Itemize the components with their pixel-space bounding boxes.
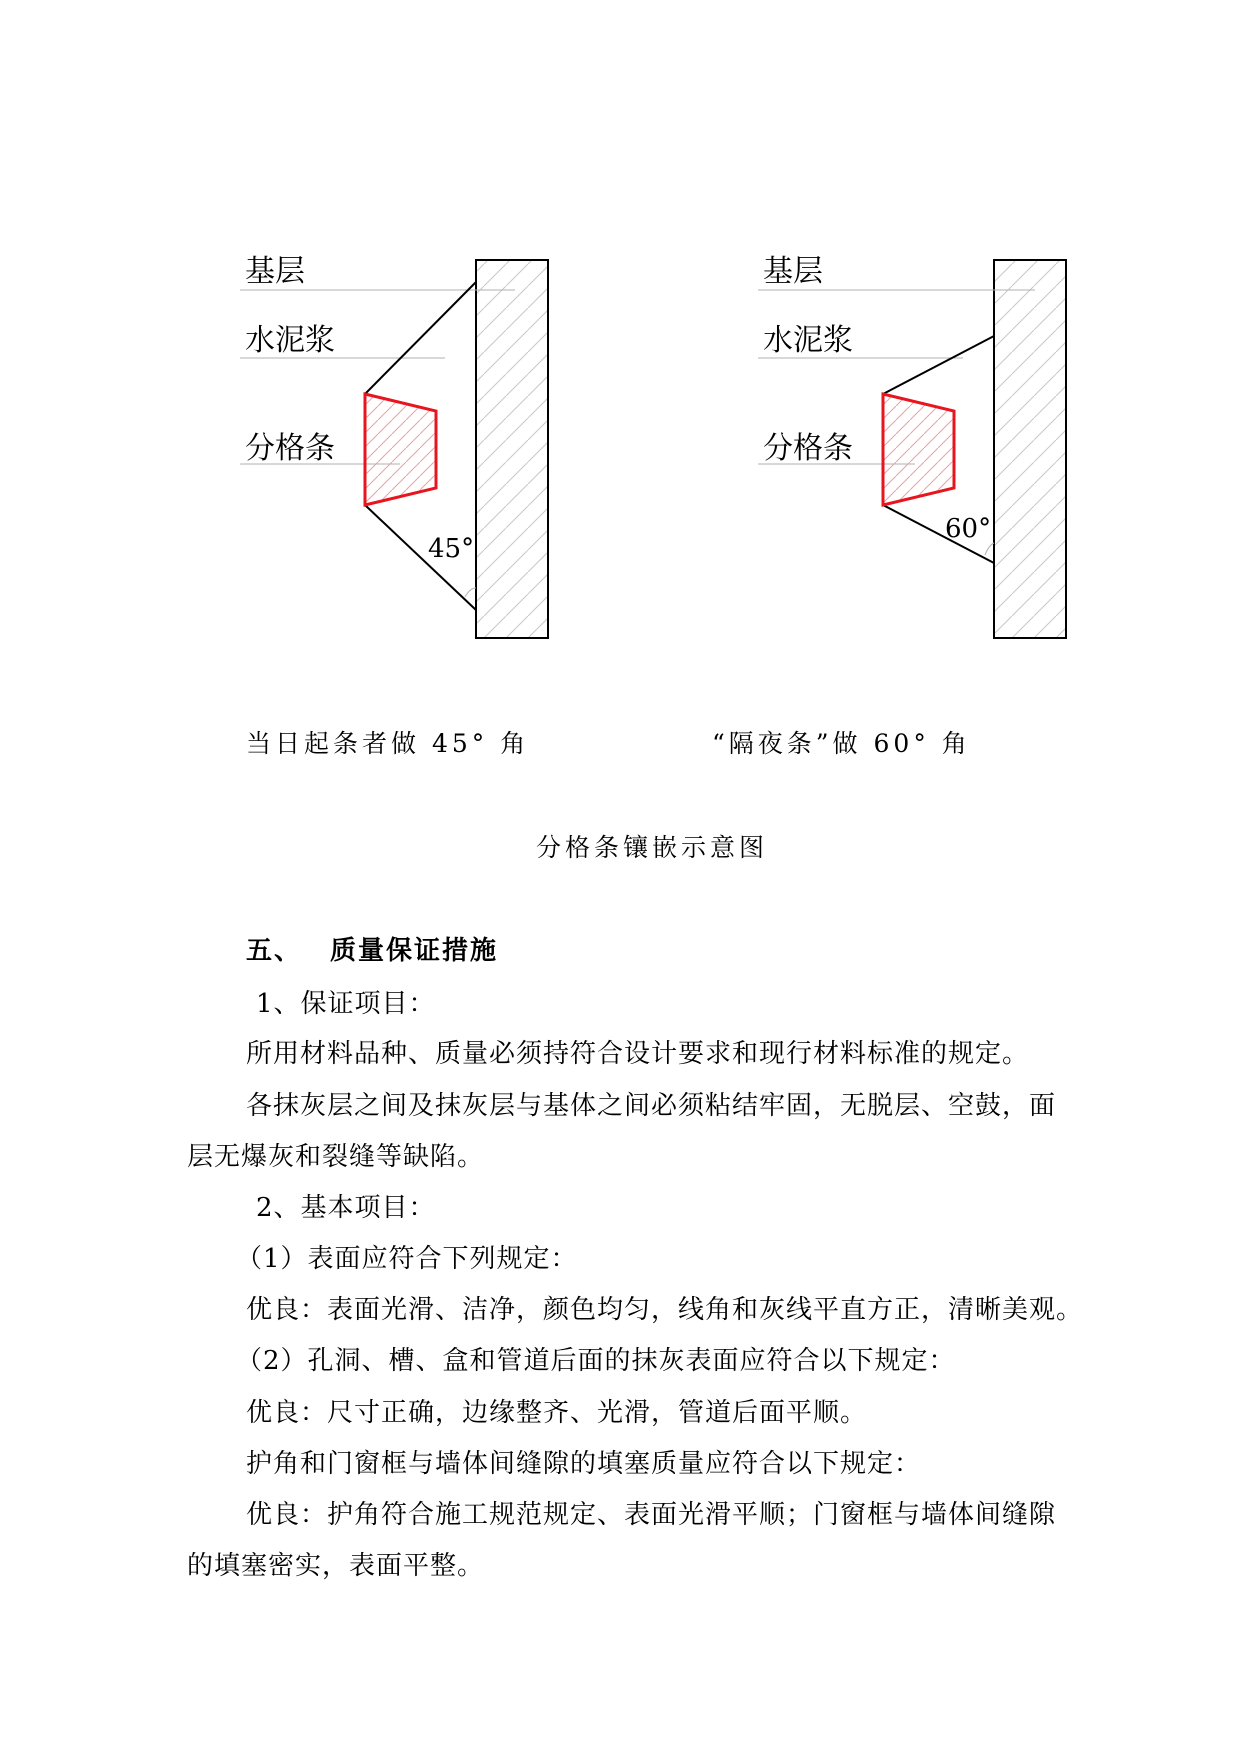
angle-label: 45° — [428, 534, 475, 564]
label-mortar: 水泥浆 — [245, 323, 335, 358]
paragraph-6: （1）表面应符合下列规定： — [236, 1244, 578, 1274]
label-strip: 分格条 — [245, 431, 335, 466]
caption-45: 当日起条者做 45° 角 — [246, 729, 530, 758]
paragraph-9: 优良：尺寸正确，边缘整齐、光滑，管道后面平顺。 — [246, 1398, 868, 1428]
paragraph-10: 护角和门窗框与墙体间缝隙的填塞质量应符合以下规定： — [246, 1449, 922, 1479]
caption-60: “隔夜条”做 60° 角 — [712, 729, 971, 758]
paragraph-7: 优良：表面光滑、洁净，颜色均匀，线角和灰线平直方正，清晰美观。 — [246, 1295, 1084, 1325]
section-heading — [246, 930, 498, 967]
label-base: 基层 — [763, 254, 823, 289]
paragraph-5: 2、基本项目： — [256, 1193, 436, 1223]
section-title: 质量保证措施 — [330, 936, 499, 966]
separator-strip — [883, 394, 954, 505]
paragraph-8: （2）孔洞、槽、盒和管道后面的抹灰表面应符合以下规定： — [236, 1346, 956, 1376]
embedding-diagrams — [0, 0, 1241, 760]
figure-title: 分格条镶嵌示意图 — [536, 833, 769, 862]
separator-strip — [365, 394, 436, 505]
diagram-60 — [758, 254, 1066, 638]
paragraph-4: 层无爆灰和裂缝等缺陷。 — [187, 1142, 485, 1172]
paragraph-2: 所用材料品种、质量必须持符合设计要求和现行材料标准的规定。 — [246, 1039, 1030, 1069]
mortar-top-edge — [365, 282, 476, 394]
paragraph-1: 1、保证项目： — [256, 989, 436, 1019]
angle-arc — [985, 543, 994, 555]
paragraph-12: 的填塞密实，表面平整。 — [187, 1551, 485, 1581]
base-wall — [994, 260, 1066, 638]
diagram-45 — [240, 254, 548, 638]
angle-arc — [465, 588, 476, 597]
section-number: 五、 — [246, 936, 303, 966]
label-mortar: 水泥浆 — [763, 323, 853, 358]
label-base: 基层 — [245, 254, 305, 289]
paragraph-11: 优良：护角符合施工规范规定、表面光滑平顺；门窗框与墙体间缝隙 — [246, 1500, 1057, 1530]
angle-label: 60° — [945, 514, 992, 544]
paragraph-3: 各抹灰层之间及抹灰层与基体之间必须粘结牢固，无脱层、空鼓，面 — [246, 1091, 1057, 1121]
label-strip: 分格条 — [763, 431, 853, 466]
mortar-top-edge — [883, 336, 994, 394]
base-wall — [476, 260, 548, 638]
